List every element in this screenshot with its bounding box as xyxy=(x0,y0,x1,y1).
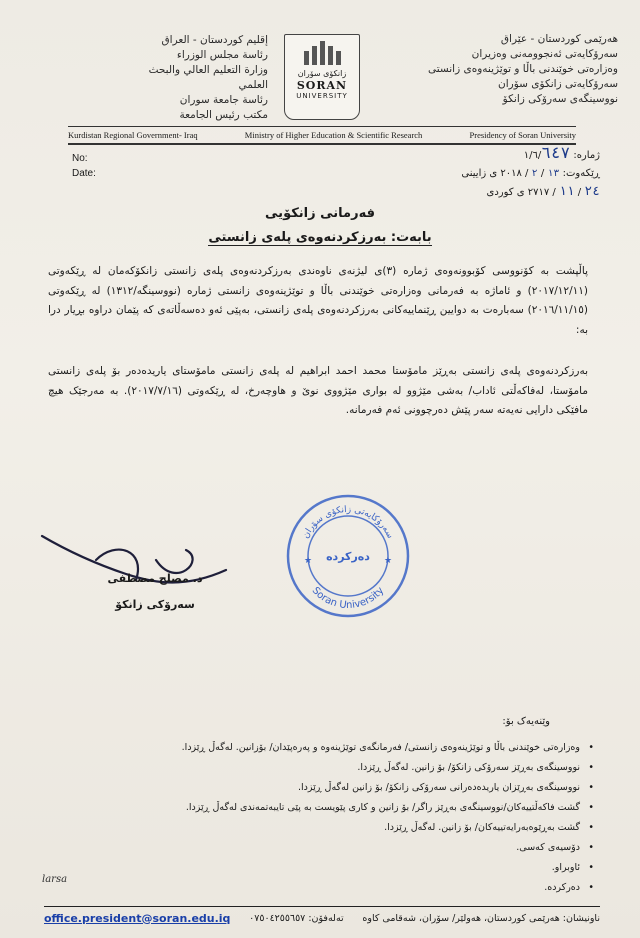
stamp-bottom-text: Soran University xyxy=(309,585,387,612)
header-arabic-line: وزارة التعليم العالي والبحث العلمي xyxy=(148,64,268,91)
cc-item: • گشت فاکەڵتییەکان/نووسینگەی بەڕێز راگر/ بۆ زانین و کاری پێویست بە پێی تایبەتمەندی لەگەڵ ڕێزدا. xyxy=(74,798,594,818)
reference-meta xyxy=(400,144,600,202)
logo-soran-text: SORAN xyxy=(296,79,348,92)
header-kurdish-block xyxy=(378,32,618,107)
cc-item: • دۆسیەی کەسی. xyxy=(74,838,594,858)
university-logo xyxy=(284,34,360,120)
body-paragraph-2: بەرزکردنەوەی پلەی زانستی بەڕێز مامۆستا محمد احمد ابراهیم لە پلەی زانستی مامۆستای یاریدەدەر بۆ پلەی زانستی مامۆستا، لەفاکەڵتی ئاداب/ بەشی مێژوو لە بواری مێژووی نوێ و هاوچەرخ، لە ڕێکەوتی (٢٠١٧/٧/١٦). بە مەرجێک هیچ مافێکی دارایی نەیەتە سەر پێش دەرچوونی ئەم فەرمانە. xyxy=(48,365,588,416)
cc-item: • ئاوبراو. xyxy=(74,858,594,878)
header-kurdish-line: سەرۆکایەتی زانکۆی سۆران xyxy=(498,78,618,90)
bar-presidency-text: Presidency of Soran University xyxy=(469,130,576,140)
date-row: ڕێکەوت: ١٣ / ٢ / ٢٠١٨ ی زایینی xyxy=(461,168,600,179)
cc-item: • نووسینگەی بەڕێزان یاریدەدەرانی سەرۆکی زانکۆ/ بۆ زانین لەگەڵ ڕێزدا. xyxy=(74,778,594,798)
header-english-bar xyxy=(68,126,576,145)
logo-kurdish-text: زانکۆی سۆران xyxy=(297,69,347,78)
header-arabic-line: رئاسة مجلس الوزراء xyxy=(176,49,268,61)
signature-block xyxy=(100,566,210,618)
stamp-center-text: دەرکردە xyxy=(326,550,370,563)
header-arabic-line: مكتب رئيس الجامعة xyxy=(179,109,268,121)
stamp-top-text: سەرۆکایەتی زانکۆی سۆران xyxy=(301,504,395,541)
footer xyxy=(44,906,600,929)
signatory-title: سەرۆکی زانکۆ xyxy=(115,598,195,611)
stamp-star-icon: ★ xyxy=(383,556,393,566)
signatory-name: د. مصلح مصطفى xyxy=(107,572,203,585)
header-arabic-line: رئاسة جامعة سوران xyxy=(179,94,268,106)
cc-item: • نووسینگەی بەڕێز سەرۆکی زانکۆ/ بۆ زانین. لەگەڵ ڕێزدا. xyxy=(74,758,594,778)
bar-krg-text: Kurdistan Regional Government- Iraq xyxy=(68,130,198,140)
cc-item: • دەرکردە. xyxy=(74,878,594,898)
handwritten-number: ٦٤٧ xyxy=(541,143,571,162)
bar-ministry-text: Ministry of Higher Education & Scientific Research xyxy=(244,130,423,140)
cc-title: وێنەیەک بۆ: xyxy=(502,716,550,727)
cc-list xyxy=(74,738,594,898)
logo-university-text: UNIVERSITY xyxy=(296,92,348,100)
pillars-icon xyxy=(285,41,359,65)
header-kurdish-line: وەزارەتی خوێندنی باڵا و توێژینەوەی زانستی xyxy=(427,63,618,75)
stamp-star-icon: ★ xyxy=(303,556,313,566)
cc-item: • وەزارەتی خوێندنی باڵا و توێژینەوەی زانستی/ فەرمانگەی توێژینەوە و پەرەپێدان/ بۆزانین. لەگەڵ ڕێزدا. xyxy=(74,738,594,758)
handwritten-note: larsa xyxy=(42,874,68,885)
body-paragraph-1: پاڵپشت بە کۆنووسی کۆبوونەوەی ژمارە (٣)ی لیژنەی ناوەندی بەرزکردنەوەی پلەی زانستی زانکۆکەمان لە ڕێکەوتی (٢٠١٧/١٢/١١) و ئاماژە بە فەرمانی وەزارەتی خوێندنی باڵا و توێژینەوەی زانستی ژمارە (نووسینگە/١٣١٢) لە ڕێکەوتی (٢٠١٦/١١/١٥) سەبارەت بە دوایین ڕێنماییەکانی بەرزکردنەوەی پلەی زانستی، بەپێی ئەو دەسەڵاتەی کە پێمان دراوە بڕیار درا بە: xyxy=(48,265,588,336)
document-subject: بابەت: بەرزکردنەوەی پلەی زانستی xyxy=(208,230,432,245)
university-stamp xyxy=(284,492,412,620)
header-kurdish-line: نووسینگەی سەرۆکی زانکۆ xyxy=(502,93,618,105)
no-label: No: xyxy=(72,153,88,164)
header-arabic-line: إقليم كوردستان - العراق xyxy=(161,34,268,46)
footer-address: ناونیشان: هەرێمی کوردستان، هەولێر/ سۆران، شەقامی کاوە xyxy=(362,912,600,924)
document-title: فەرمانی زانکۆیی xyxy=(265,206,375,221)
number-row: ژمارە: ١/٦/٦٤٧ xyxy=(523,143,600,162)
footer-phone: تەلەفۆن: ٠٧٥٠٤٢٥٥٦٥٧ xyxy=(249,912,344,924)
cc-item: • گشت بەڕێوەبەرایەتییەکان/ بۆ زانین. لەگەڵ ڕێزدا. xyxy=(74,818,594,838)
header-kurdish-line: هەرێمی کوردستان - عێراق xyxy=(500,33,618,45)
kurdish-date-row: ٢٤ / ١١ / ٢٧١٧ ی کوردی xyxy=(486,184,600,199)
header-kurdish-line: سەرۆکایەتی ئەنجوومەنی وەزیران xyxy=(471,48,618,60)
header-arabic-block xyxy=(118,33,268,123)
footer-email-link[interactable]: office.president@soran.edu.iq xyxy=(44,911,231,925)
date-label: Date: xyxy=(72,168,96,179)
